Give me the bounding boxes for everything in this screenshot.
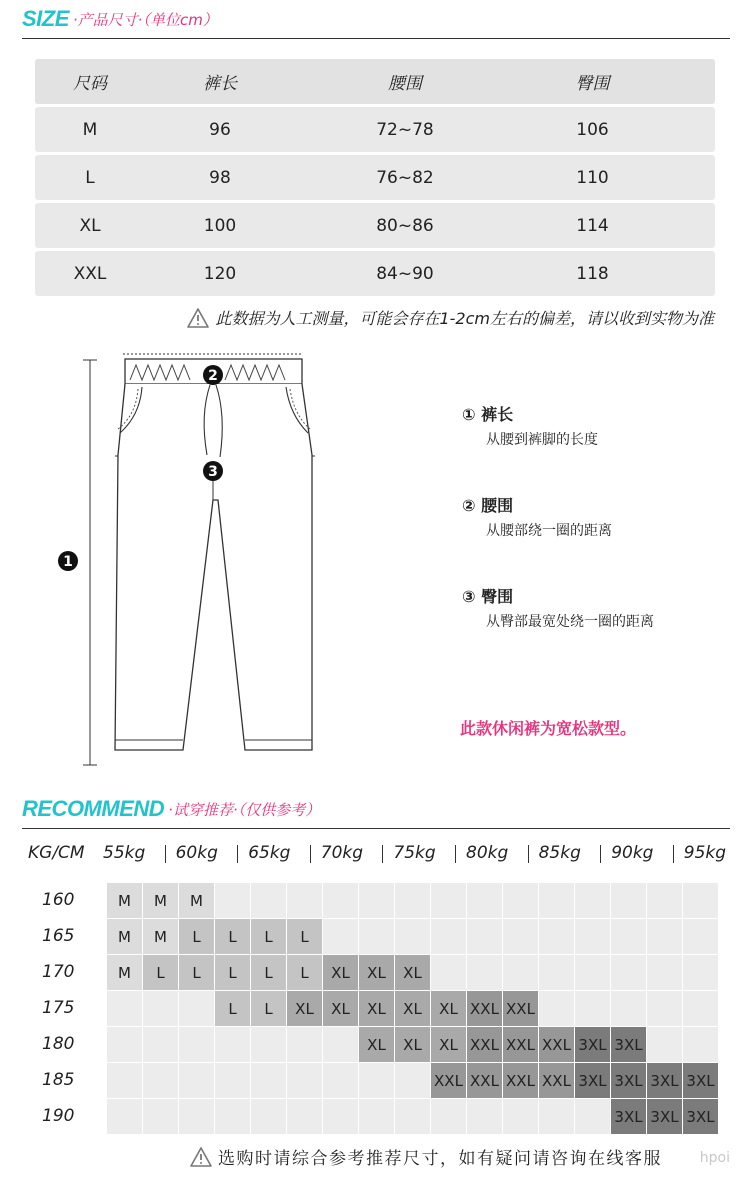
grid-cell	[251, 1063, 287, 1099]
grid-cell	[215, 883, 251, 919]
grid-cell: XL	[395, 955, 431, 991]
size-table-cell: 118	[576, 263, 609, 284]
weight-label: 55kg	[103, 843, 146, 863]
grid-cell: 3XL	[575, 1063, 611, 1099]
grid-cell	[359, 1099, 395, 1135]
grid-cell	[647, 955, 683, 991]
legend-desc: 从臀部最宽处绕一圈的距离	[486, 614, 654, 630]
grid-cell	[503, 883, 539, 919]
grid-cell	[179, 991, 215, 1027]
corner-label: KG/CM	[28, 843, 85, 863]
size-table-cell: XL	[79, 215, 101, 236]
grid-cell	[215, 1063, 251, 1099]
grid-cell	[215, 1099, 251, 1135]
grid-cell	[647, 991, 683, 1027]
grid-cell	[503, 955, 539, 991]
height-label: 185	[42, 1070, 75, 1090]
legend-hip	[462, 584, 654, 631]
size-table	[35, 59, 715, 299]
marker-2: 2	[208, 368, 218, 384]
recommend-title: RECOMMEND	[22, 796, 165, 821]
grid-cell	[107, 1063, 143, 1099]
grid-cell	[683, 955, 719, 991]
size-table-cell: XXL	[73, 263, 107, 284]
grid-cell: 3XL	[611, 1027, 647, 1063]
grid-cell	[503, 919, 539, 955]
weight-label: 80kg	[466, 843, 509, 863]
grid-cell	[575, 955, 611, 991]
warning-icon	[187, 308, 209, 328]
grid-cell	[539, 919, 575, 955]
grid-cell: XL	[431, 1027, 467, 1063]
grid-cell: XXL	[503, 991, 539, 1027]
size-section-header	[22, 4, 218, 34]
grid-cell	[683, 1027, 719, 1063]
size-subtitle: ·产品尺寸·（单位cm）	[72, 10, 218, 29]
grid-cell	[647, 1027, 683, 1063]
grid-cell: XL	[287, 991, 323, 1027]
grid-cell	[611, 883, 647, 919]
grid-cell	[539, 991, 575, 1027]
size-table-cell: 尺码	[73, 74, 107, 94]
weight-label: 60kg	[175, 843, 218, 863]
legend-title: ② 腰围	[462, 496, 514, 515]
grid-cell	[107, 1027, 143, 1063]
size-table-cell: 裤长	[203, 74, 237, 94]
grid-cell	[395, 883, 431, 919]
grid-cell	[611, 919, 647, 955]
grid-cell: L	[251, 955, 287, 991]
weight-separator	[600, 845, 601, 863]
height-label: 170	[42, 962, 75, 982]
grid-cell: XL	[323, 955, 359, 991]
grid-cell	[683, 883, 719, 919]
grid-cell: XXL	[467, 991, 503, 1027]
divider	[22, 828, 730, 829]
grid-cell: XXL	[503, 1027, 539, 1063]
grid-cell	[287, 1099, 323, 1135]
size-table-cell: 腰围	[388, 74, 422, 94]
recommend-note-text: 选购时请综合参考推荐尺寸，如有疑问请咨询在线客服	[218, 1149, 662, 1169]
grid-cell: XL	[323, 991, 359, 1027]
grid-cell	[359, 919, 395, 955]
weight-separator	[673, 845, 674, 863]
height-label: 175	[42, 998, 75, 1018]
recommend-section-header	[22, 794, 320, 824]
pants-diagram	[50, 345, 340, 775]
grid-cell: L	[143, 955, 179, 991]
size-table-cell: 臀围	[575, 74, 610, 94]
legend-desc: 从腰部绕一圈的距离	[486, 523, 612, 539]
grid-cell	[539, 883, 575, 919]
size-table-cell: 98	[209, 167, 231, 188]
size-table-cell: 110	[576, 167, 609, 188]
grid-cell: L	[287, 919, 323, 955]
legend-title: ① 裤长	[462, 405, 514, 424]
grid-cell	[431, 955, 467, 991]
size-table-cell: 100	[203, 215, 237, 236]
grid-cell	[431, 1099, 467, 1135]
grid-cell: L	[179, 955, 215, 991]
watermark: hpoi	[699, 1150, 730, 1166]
grid-cell	[287, 1027, 323, 1063]
weight-separator	[310, 845, 311, 863]
grid-cell	[107, 1099, 143, 1135]
grid-cell: 3XL	[611, 1063, 647, 1099]
measure-note	[187, 306, 714, 329]
size-table-cell: 84~90	[376, 263, 434, 284]
divider	[22, 38, 730, 39]
grid-cell	[179, 1063, 215, 1099]
grid-cell	[251, 1027, 287, 1063]
height-label: 180	[42, 1034, 75, 1054]
size-table-row	[35, 107, 715, 152]
grid-cell	[323, 919, 359, 955]
size-table-cell: 76~82	[376, 167, 434, 188]
grid-cell: M	[107, 883, 143, 919]
grid-cell	[467, 919, 503, 955]
grid-cell: L	[179, 919, 215, 955]
weight-label: 90kg	[611, 843, 654, 863]
grid-cell: XXL	[539, 1063, 575, 1099]
grid-cell	[467, 883, 503, 919]
grid-cell: L	[215, 955, 251, 991]
size-table-cell: 80~86	[376, 215, 434, 236]
weight-separator	[165, 845, 166, 863]
warning-icon	[190, 1147, 212, 1167]
grid-cell	[467, 955, 503, 991]
loose-fit-note: 此款休闲裤为宽松款型。	[460, 719, 637, 738]
grid-cell	[575, 883, 611, 919]
grid-cell	[431, 919, 467, 955]
grid-cell	[287, 883, 323, 919]
grid-cell	[467, 1099, 503, 1135]
grid-cell: M	[143, 883, 179, 919]
grid-cell: 3XL	[647, 1063, 683, 1099]
grid-cell	[575, 991, 611, 1027]
grid-cell	[323, 1063, 359, 1099]
size-table-cell: 114	[576, 215, 609, 236]
grid-cell	[359, 1063, 395, 1099]
grid-cell: M	[107, 919, 143, 955]
legend-length	[462, 402, 598, 449]
grid-cell	[179, 1099, 215, 1135]
grid-cell	[143, 1099, 179, 1135]
grid-cell	[683, 991, 719, 1027]
grid-cell	[575, 1099, 611, 1135]
grid-cell: XL	[359, 955, 395, 991]
size-table-row	[35, 251, 715, 296]
weight-label: 65kg	[248, 843, 291, 863]
weight-label: 95kg	[683, 843, 727, 863]
grid-cell: L	[215, 919, 251, 955]
grid-cell	[503, 1099, 539, 1135]
size-table-row	[35, 203, 715, 248]
grid-cell	[539, 955, 575, 991]
grid-cell: XL	[395, 1027, 431, 1063]
grid-cell: XL	[395, 991, 431, 1027]
grid-cell: XXL	[503, 1063, 539, 1099]
grid-cell	[575, 919, 611, 955]
marker-3: 3	[208, 464, 218, 480]
weight-separator	[382, 845, 383, 863]
size-table-header	[35, 59, 715, 104]
grid-cell: 3XL	[647, 1099, 683, 1135]
grid-cell	[359, 883, 395, 919]
height-label: 160	[42, 890, 75, 910]
grid-cell: 3XL	[575, 1027, 611, 1063]
grid-cell: 3XL	[683, 1063, 719, 1099]
grid-cell: L	[251, 919, 287, 955]
grid-cell	[647, 919, 683, 955]
grid-cell: L	[251, 991, 287, 1027]
grid-cell	[611, 955, 647, 991]
grid-cell: M	[143, 919, 179, 955]
size-table-cell: 106	[576, 119, 609, 140]
grid-cell: M	[179, 883, 215, 919]
grid-cell	[395, 919, 431, 955]
grid-cell: L	[287, 955, 323, 991]
grid-cell	[395, 1099, 431, 1135]
grid-cell: XL	[431, 991, 467, 1027]
size-table-cell: 72~78	[376, 119, 434, 140]
grid-cell	[251, 883, 287, 919]
grid-cell	[179, 1027, 215, 1063]
size-table-cell: M	[82, 119, 98, 140]
grid-cell	[323, 1099, 359, 1135]
grid-cell: 3XL	[611, 1099, 647, 1135]
grid-cell	[539, 1099, 575, 1135]
recommend-subtitle: ·试穿推荐·（仅供参考）	[168, 800, 321, 819]
size-table-cell: 120	[203, 263, 237, 284]
grid-cell	[287, 1063, 323, 1099]
grid-cell: XL	[359, 991, 395, 1027]
grid-cell: L	[215, 991, 251, 1027]
legend-waist	[462, 493, 612, 540]
weight-separator	[455, 845, 456, 863]
weight-label: 85kg	[538, 843, 581, 863]
height-label: 165	[42, 926, 75, 946]
grid-cell	[323, 1027, 359, 1063]
weight-separator	[237, 845, 238, 863]
grid-cell	[107, 991, 143, 1027]
grid-cell: M	[107, 955, 143, 991]
marker-1: 1	[63, 554, 73, 570]
grid-cell: XXL	[431, 1063, 467, 1099]
grid-cell	[215, 1027, 251, 1063]
grid-cell	[143, 1063, 179, 1099]
weight-separator	[528, 845, 529, 863]
legend-desc: 从腰到裤脚的长度	[486, 432, 598, 448]
grid-cell	[143, 991, 179, 1027]
size-table-cell: 96	[209, 119, 231, 140]
recommend-note	[190, 1144, 662, 1169]
grid-cell: 3XL	[683, 1099, 719, 1135]
grid-cell	[143, 1027, 179, 1063]
size-title: SIZE	[22, 6, 69, 31]
grid-cell	[683, 919, 719, 955]
measure-note-text: 此数据为人工测量，可能会存在1-2cm左右的偏差，请以收到实物为准	[215, 309, 714, 328]
grid-cell	[251, 1099, 287, 1135]
grid-cell: XXL	[467, 1027, 503, 1063]
grid-cell: XL	[359, 1027, 395, 1063]
size-table-cell: L	[85, 167, 95, 188]
grid-cell: XXL	[539, 1027, 575, 1063]
grid-cell	[611, 991, 647, 1027]
grid-cell	[395, 1063, 431, 1099]
grid-cell: XXL	[467, 1063, 503, 1099]
size-table-row	[35, 155, 715, 200]
legend-title: ③ 臀围	[462, 587, 514, 606]
weight-label: 70kg	[320, 843, 364, 863]
grid-cell	[323, 883, 359, 919]
grid-cell	[647, 883, 683, 919]
height-label: 190	[42, 1106, 75, 1126]
grid-cell	[431, 883, 467, 919]
weight-label: 75kg	[393, 843, 436, 863]
